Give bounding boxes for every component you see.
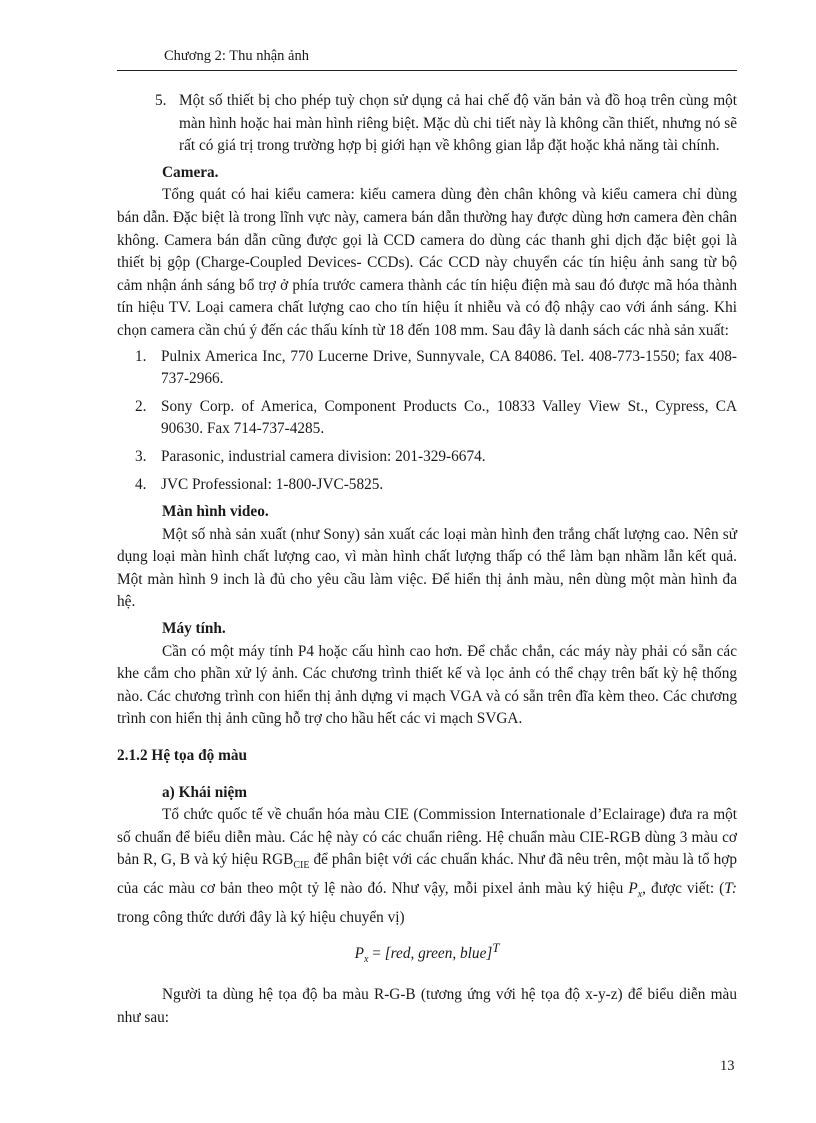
concept-heading: a) Khái niệm — [162, 783, 247, 801]
computer-heading: Máy tính. — [162, 620, 226, 638]
vendor-number: 2. — [135, 397, 147, 415]
pixel-formula — [117, 937, 737, 972]
formula-lhs-sub: x — [363, 954, 369, 966]
vendor-item — [135, 474, 737, 497]
formula-sup: T — [492, 941, 500, 956]
list-text: Một số thiết bị cho phép tuỳ chọn sử dụng cả hai chế độ văn bản và đồ hoạ trên cùng một màn hình hoặc hai màn hình riêng biệt. Mặc dù chi tiết này là không cần thiết, nhưng nó sẽ rất có giá trị trong trường hợp bị giới hạn về không gian lắp đặt hoặc khả năng tài chính. — [179, 92, 737, 155]
rgb-subscript: CIE — [293, 860, 310, 872]
vendor-number: 1. — [135, 347, 147, 365]
monitor-paragraph: Một số nhà sản xuất (như Sony) sản xuất các loại màn hình đen trắng chất lượng cao. Nên sử dụng loại màn hình chất lượng cao, vì màn hình chất lượng thấp có thể làm bạn nhầm lẫn kết quả. Một màn hình 9 inch là đủ cho yêu cầu làm việc. Để hiển thị ảnh màu, nên dùng một màn hình đa hệ. — [117, 525, 737, 611]
vendor-number: 3. — [135, 447, 147, 465]
vendor-text: Parasonic, industrial camera division: 201-329-6674. — [161, 447, 486, 465]
formula-lhs: P — [354, 945, 364, 963]
camera-heading: Camera. — [162, 163, 219, 181]
list-item — [155, 90, 737, 158]
formula-eq: = — [368, 945, 385, 963]
running-header: Chương 2: Thu nhận ảnh — [164, 48, 309, 64]
list-number: 5. — [155, 92, 167, 109]
vendor-text: Pulnix America Inc, 770 Lucerne Drive, Sunnyvale, CA 84086. Tel. 408-773-1550; fax 408-737-2966. — [161, 347, 737, 388]
monitor-heading: Màn hình video. — [162, 503, 269, 521]
concept-paragraph — [117, 804, 737, 929]
vendor-number: 4. — [135, 475, 147, 493]
vendor-item — [135, 446, 737, 469]
concept-text-d: trong công thức dưới đây là ký hiệu chuyển vị) — [117, 908, 405, 926]
vendor-list — [117, 346, 737, 497]
concept-text-b: để phân biệt với các chuẩn khác. Như đã nêu trên, một màu là tổ hợp của các màu cơ bản theo một tỷ lệ nào đó. Như vậy, mỗi pixel ảnh màu ký hiệu — [117, 851, 738, 898]
px-subscript: x — [637, 889, 643, 901]
concept-text-c: , được viết: ( — [642, 880, 725, 898]
formula-rhs: [red, green, blue] — [384, 945, 493, 963]
page-number: 13 — [720, 1058, 735, 1074]
section-title: 2.1.2 Hệ tọa độ màu — [117, 747, 248, 765]
px-symbol: P — [628, 880, 638, 898]
vendor-text: Sony Corp. of America, Component Products Co., 10833 Valley View St., Cypress, CA 90630. Fax 714-737-4285. — [161, 397, 737, 438]
header-rule — [117, 70, 737, 71]
rgb-paragraph: Người ta dùng hệ tọa độ ba màu R-G-B (tương ứng với hệ tọa độ x-y-z) để biểu diễn màu như sau: — [117, 986, 737, 1026]
vendor-text: JVC Professional: 1-800-JVC-5825. — [161, 475, 384, 493]
t-symbol: T: — [724, 880, 737, 898]
computer-paragraph: Cần có một máy tính P4 hoặc cấu hình cao hơn. Để chắc chắn, các máy này phải có sẵn các khe cắm cho phần xử lý ảnh. Các chương trình thiết kế và lọc ảnh có thể chạy trên bất kỳ hệ thống nào. Các chương trình con hiển thị ảnh dựng vi mạch VGA và có sẵn trên đĩa kèm theo. Các chương trình con hiển thị ảnh cũng hỗ trợ cho hầu hết các vi mạch SVGA. — [117, 642, 737, 728]
concept-text-a: Tổ chức quốc tế về chuẩn hóa màu CIE (Commission Internationale d’Eclairage) đưa ra một số chuẩn để biểu diễn màu. Các hệ này có các chuẩn riêng. Hệ chuẩn màu CIE-RGB dùng 3 màu cơ bản R, G, B và ký hiệu RGB — [117, 806, 737, 869]
vendor-item — [135, 346, 737, 391]
page-body — [117, 90, 737, 1029]
camera-paragraph: Tổng quát có hai kiểu camera: kiểu camera dùng đèn chân không và kiểu camera chỉ dùng bán dẫn. Đặc biệt là trong lĩnh vực này, camera bán dẫn thường hay được dùng hơn camera đèn chân không. Camera bán dẫn cũng được gọi là CCD camera do dùng các thanh ghi dịch đặc biệt gọi là thiết bị gộp (Charge-Coupled Devices- CCDs). Các CCD này chuyển các tín hiệu ảnh sang từ bộ cảm nhận ánh sáng bổ trợ ở phía trước camera thành các tín hiệu điện mà sau đó được mã hóa thành tín hiệu TV. Loại camera chất lượng cao cho tín hiệu ít nhiễu và có độ nhậy cao với ánh sáng. Khi chọn camera cần chú ý đến các thấu kính từ 18 đến 108 mm. Sau đây là danh sách các nhà sản xuất: — [117, 186, 737, 339]
vendor-item — [135, 396, 737, 441]
